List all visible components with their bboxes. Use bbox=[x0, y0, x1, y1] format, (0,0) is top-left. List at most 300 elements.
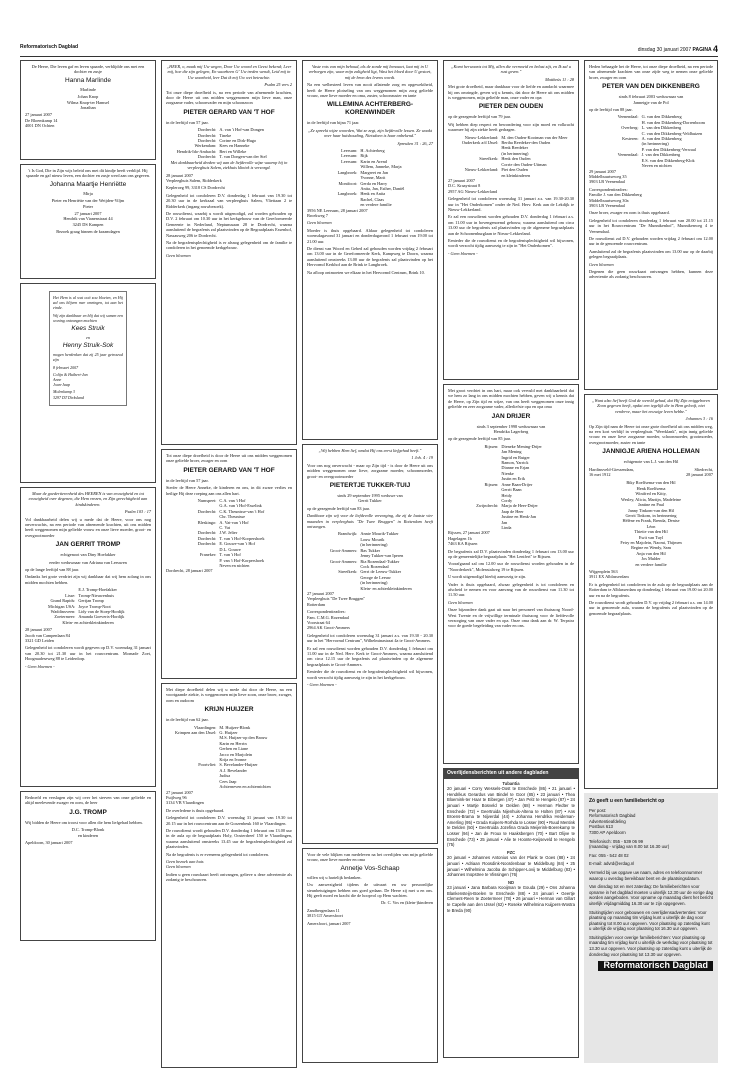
family-names: H. Achterberg bbox=[360, 148, 385, 154]
ad-name: WILLEMINA ACHTERBERG-KORENWINDER bbox=[326, 101, 414, 117]
ad-age: in de leeftijd van bijna 71 jaar. bbox=[307, 120, 360, 126]
family-place: Hendrik-Ido-Ambacht: bbox=[176, 148, 217, 154]
header-page-label: PAGINA bbox=[692, 47, 712, 53]
family-list bbox=[166, 725, 292, 790]
family-row bbox=[166, 730, 292, 762]
family-place: Rijssen: bbox=[484, 481, 499, 487]
family-names: Annie Mourik-Tukker Louw Mourik bbox=[360, 531, 399, 542]
family-row bbox=[307, 202, 433, 207]
ad-en: en bbox=[86, 335, 90, 341]
ad-no-flowers: - Geen bloemen - bbox=[307, 682, 337, 688]
ad-name-2: Henny Struik-Sok bbox=[62, 342, 114, 350]
ad-given-name: Marlinde bbox=[80, 86, 96, 92]
ad-text: Na een welbesteed leven van nooit aflatende zorg en opgewektheid, heeft de Heere plotseling van ons weggenomen mijn zorg geliefde vrouw, onze lieve moeder en oma, zuster, schoonzuster en tante bbox=[307, 82, 433, 99]
ad-no-flowers: Geen bloemen bbox=[448, 599, 473, 605]
family-names: Ingrid en Rutger Ramon, Yarrick Dianne en Erjan Nienke Justin en Erik bbox=[501, 454, 530, 482]
ad-name: JANNIGJE ARIENA HOLLEMAN bbox=[602, 448, 700, 456]
ad-text: Heden behaagde het de Heere, tot onze diepe droefheid, na een periode van afnemende krachten van onze zijde weg te nemen onze geliefde broer, zwager en oom bbox=[589, 64, 713, 80]
family-list bbox=[448, 444, 574, 531]
family-row bbox=[166, 520, 292, 531]
ad-sub: echtgenote van L.J. van den Hil bbox=[623, 459, 679, 465]
family-names: A. van den Dikkenberg (in herinnering) bbox=[641, 136, 682, 147]
rd-logo: Reformatorisch Dagblad bbox=[598, 961, 713, 971]
ad-text: Met diepe droefheid delen wij u mede dat door de Heere, na een voortgaande ziekte, is weggenomen mijn lieve zoon, onze broer, zwager, oom en oudoom bbox=[166, 687, 292, 703]
info-tel-hours: (maandag - vrijdag van 8.00 tot 16.30 uur) bbox=[589, 844, 670, 850]
family-names: Klein- en achterkleinkinderen bbox=[360, 585, 412, 591]
family-place: Grand Rapids: bbox=[50, 598, 76, 604]
birth-ad-weijden bbox=[20, 164, 156, 279]
ad-verse-2: „Ze spreekt wijze woorden, Wat ze zegt, zijn liefdevolle lessen. Ze waakt over haar huishouding, Nietsdoen is haar onbekend." bbox=[308, 127, 432, 139]
ad-date: 27 januari 2007 Hendrik van Vianenstraat 44 3245 DS Kampen bbox=[63, 211, 113, 227]
family-row bbox=[307, 531, 433, 542]
ad-age: in de leeftijd van 57 jaar. bbox=[166, 477, 209, 483]
ad-no-flowers: Geen bezoek aan huis Geen bloemen bbox=[166, 858, 204, 870]
ad-verse-ref: Mattheüs 11 : 28 bbox=[545, 76, 574, 82]
ad-date: 3956 NE Leersum, 28 januari 2007 Broekweg 7 bbox=[307, 207, 368, 218]
family-list bbox=[448, 135, 574, 178]
deaths-tubantia: 20 januari • Corry Wessels-Oost te Enschede (86) • 21 januari • Hendrikus Gerardus van Bindel te Goor (85) • 23 januari • Thea Bloemink-ter Haar te Eibergen (47) • Jan Pelz te Hengelo (87) • 24 januari • Martje Bosveld te Delden (68) • Herman Fledter te Enschede (72) • Geertruida Nijenhuis-Altena te Holten (87) • Ans Broens-Brama te Nijverdal (44) • Johanna Hendrika Heideman-Amerling (95) • Grada Kuipers-Rorhda te Losser (90) • Ruud Mentink te Delden (50) • Geertruida Jozefina Grada Meijerink-Boerekamp te Losser (94) • Jan de Froux te Haaksbergen (70) • Bart Olijve te Enschede (73) • 25 januari • Alie te Hoonte-Keijseveld te Hengelo (75) bbox=[447, 786, 575, 848]
info-per-post: Per post: bbox=[589, 807, 607, 813]
ad-age: in de leeftijd van 62 jaar. bbox=[166, 717, 209, 723]
family-names: C.K. Theunisse-van 't Hof Chr. Theunisse bbox=[219, 508, 265, 520]
family-place: Waddinxveen: bbox=[50, 608, 76, 614]
family-names: E.J. Tromp-Hoefakker bbox=[78, 587, 117, 593]
family-place: Dordrecht: bbox=[197, 541, 217, 547]
family-place: Werkendam: bbox=[194, 143, 217, 149]
ad-funeral-2: De dienst van Woord en Gebed zal gehouden worden vrijdag 2 februari om 13.00 uur in de Gereformeerde Kerk, Kampweg te Doorn, waarna aansluitend omstreeks 13.00 uur de begrafenis zal plaatsvinden op het Hervormd Kerkhof aan de Brink te Langbroek. bbox=[307, 245, 433, 268]
ad-date: 28 januari 2007 Jacob van Campenlaan 84 3321 GD Leiden bbox=[25, 627, 70, 643]
family-names: G. Huijzer M.S. Huijzer-op den Brouw Karin en Herrin Gerben en Liane Jacco en Marjolein Krija en Ivonne bbox=[219, 730, 268, 763]
family-place bbox=[166, 784, 219, 789]
family-row bbox=[589, 114, 713, 125]
family-names: G. van den Dikkenberg H. van den Dikkenberg-Dorrenboom bbox=[641, 114, 705, 125]
family-names: Lidy van de Stoep-Hordijk bbox=[78, 608, 125, 614]
ad-verse-2-ref: Spreuken 31 : 26, 27 bbox=[397, 140, 433, 146]
family-names: Rijk bbox=[360, 153, 368, 159]
ad-age: op de lange leeftijd van 88 jaar. bbox=[25, 567, 80, 573]
ad-family: Biky Roelfsema-van den Hil Henk Roelfsema Winifred en Kitty, Wesley, Alicia, Martijn, Madeleine Jantine en Paul Janny Tinkom-van den Hil Gerrit Tinkom, in herinnering Hélène en Frank, Brenda, Denise Léon Thietie van den Hil Ewit van Tuyl Feiry en Majolein, Naomi, Thijmen Regine en Wendy, Sam Anja van den Hil Jos Mulder en verdere familie bbox=[620, 480, 682, 567]
info-text: Vermeld bij uw opgave uw naam, adres en telefoonnummer waarop u overdag bereikbaar bent en de plaatsingsdatum. bbox=[589, 869, 703, 881]
family-names: Henk den Ouden Corrie den Ouden-Uitman bbox=[501, 156, 547, 167]
family-place: Lisse: bbox=[65, 592, 76, 598]
ad-date: 29 januari 2007 Middelbuurtseweg 35 3903 LB Veenendaal bbox=[589, 168, 627, 185]
family-place: Michigan USA: bbox=[48, 603, 76, 609]
family-names: Marja de Heer-Drijer Jaap de Heer Justine en Henk-Jan Jan Linda bbox=[501, 503, 538, 530]
death-ad-den-ouden bbox=[443, 60, 579, 380]
ad-signature: Dr. C. Vos en (klein-)kinderen bbox=[381, 900, 433, 906]
family-place: Streefkerk: bbox=[338, 569, 358, 575]
family-names: A. van 't Hof-van Dongen bbox=[219, 127, 264, 133]
ad-funeral-2: De rouwdienst, waarbij u wordt uitgenodigd, zal worden gehouden op D.V. 2 februari om 10.30 uur in het kerkgebouw van de Gereformeerde Gemeente in Nederland, Neptunusaan 28 te Dordrecht, waarna aansluitend de begrafenis zal plaatsvinden op de Begraafplaats Essenhof, Nassauweg 206 te Dordrecht. bbox=[166, 210, 292, 238]
ad-verse: „HEER, o, maak mij Uw wegen, Door Uw woord en Geest bekend; Leer mij, hoe die zijn gelegen, En waarheen G' Uw treden wendt, Leid mij in Uw waarheid, leer Dat ik mij Uw wet betrachte. bbox=[166, 64, 292, 80]
ad-text-2: Met dankbaarheid denken wij aan de liefdevolle wijze waarop hij in verpleeghuis Salem, ziekhuis kliniek is verzorgd. bbox=[170, 159, 288, 171]
ad-funeral: Gelegenheid tot condoleren D.V. donderdag 1 februari van 19.30 tot 20.30 uur in de kerkzaal van verpleeghuis Salem, Vliettaan 2 te Ridderkerk (ingang rouwbezoek). bbox=[166, 192, 292, 209]
family-row bbox=[307, 181, 433, 192]
family-place: Krimpen aan den IJssel: bbox=[174, 730, 217, 736]
ad-signature: D.C. Tromp-Blonk en kinderen bbox=[71, 827, 105, 838]
family-place: Bleskingo: bbox=[197, 519, 217, 525]
ad-name: Hanna Marlinde bbox=[65, 76, 111, 84]
column-1 bbox=[20, 60, 156, 945]
family-row bbox=[307, 569, 433, 580]
ad-funeral-3: Na de begrafenis is er eveneens gelegenheid tot condoleren. bbox=[166, 851, 269, 857]
ad-text: Wij zijn dankbaar en blij dat wij samen een woning ontvangen mochten bbox=[53, 312, 123, 323]
header-page-number: 4 bbox=[712, 44, 718, 54]
ad-place: Amersfoort, januari 2007 bbox=[307, 920, 351, 926]
ad-intro: De Heere, Die leven gaf en leven spaarde, verblijdde ons met een dochter en zusje bbox=[31, 64, 145, 75]
column-4 bbox=[443, 60, 579, 1062]
ad-funeral-2: Gelegenheid tot condoleren donderdag 1 februari van 20.00 tot 21.15 uur in het Rouwcentrum "De Munnikenhof", Munnikenweg 4 te Veenendaal. bbox=[589, 217, 713, 234]
ad-date: 27 januari 2007 De Bloemkamp 14 4001 DN Ochten bbox=[25, 112, 58, 129]
family-row bbox=[307, 548, 433, 559]
family-place: Dordrecht: bbox=[197, 154, 217, 160]
family-names: T. van Dongen-van der Stel bbox=[219, 154, 267, 160]
ad-age: op de gezegende leeftijd van 79 jaar. bbox=[448, 114, 511, 120]
family-row bbox=[307, 559, 433, 570]
family-names: Achterneven en achternichten bbox=[219, 784, 271, 790]
column-5 bbox=[584, 60, 718, 1063]
ad-no-flowers: Geen bloemen bbox=[589, 261, 614, 267]
ad-name: PIETER GERARD VAN 'T HOF bbox=[183, 108, 275, 116]
ad-text-2: Ondanks het grote verdriet zijn wij dankbaar dat wij hem zolang in ons midden mochten hebben. bbox=[25, 574, 151, 585]
family-list bbox=[25, 587, 151, 619]
family-names: Dieneke Mening-Drijer Jan Mening bbox=[501, 443, 542, 455]
family-names: Ria Rozendaal-Tukker Cock Rozendaal bbox=[360, 558, 400, 569]
ad-funeral: Moeder is thuis opgebaard. Aldaar gelegenheid tot condoleren woensdagavond 31 januari en donderdagavond 1 februari van 19.00 tot 21.00 uur. bbox=[307, 227, 433, 244]
family-row bbox=[589, 152, 713, 168]
family-place: Poortvliet: bbox=[198, 762, 217, 768]
ad-funeral-3: Na afloop ontmoeten we elkaar in het Hervormd Centrum, Brink 10. bbox=[307, 269, 425, 275]
family-names: en verdere familie bbox=[360, 202, 392, 208]
family-names: T. van 't Hof-Korpershoek bbox=[219, 535, 265, 541]
ad-name: PIETER DEN OUDEN bbox=[478, 103, 544, 111]
ad-death: Sliedrecht, 28 januari 2007 bbox=[686, 466, 713, 478]
death-ad-tromp bbox=[20, 487, 156, 787]
family-place: Nieuw-Lekkerland: bbox=[464, 167, 499, 173]
how-to-submit-box bbox=[584, 793, 718, 1063]
death-ad-drijer bbox=[443, 384, 579, 764]
thanks-ad-vos bbox=[302, 848, 438, 1063]
ad-funeral-4: Aansluitend zal de begrafenis plaatsvinden om 13.00 uur op de daarbij gelegen begraafplaats. bbox=[589, 248, 713, 260]
death-ad-van-t-hof-family bbox=[161, 449, 297, 679]
family-names: Tromp-Nieuwenhuis bbox=[78, 592, 115, 598]
family-place: Zoetermeer: bbox=[54, 614, 76, 620]
family-names: Gerda en Harry Anita, Jan, Esther, Daniël bbox=[360, 180, 405, 191]
family-list bbox=[307, 531, 433, 590]
ad-funeral: Onze broer, zwager en oom is thuis opgebaard. bbox=[589, 210, 670, 216]
family-names: Neven en nichten bbox=[219, 562, 250, 568]
ad-no-flowers: Geen bloemen bbox=[166, 252, 191, 258]
ad-date: 8 februari 2007 bbox=[53, 364, 79, 370]
newspaper-name: Reformatorisch Dagblad bbox=[20, 44, 79, 50]
ad-funeral-4: Indien u geen rouwkaart heeft ontvangen, gelieve u deze advertentie als zodanig te beschouwen. bbox=[166, 871, 292, 883]
ad-funeral-3: Na de begrafenisplechtigheid is er alsnog gelegenheid om de familie te condoleren in het genoemde kerkgebouw. bbox=[166, 239, 292, 251]
family-names: S. Bevelander-Huijzer A.J. Bevelander Judisa Cees Jaap bbox=[219, 762, 258, 784]
ad-spouse: echtgenoot van Diny Hoefakker bbox=[60, 552, 116, 558]
ad-places bbox=[589, 467, 713, 478]
info-text-2: Van dinsdag tot en met zaterdag: De familieberichten voor opname in het dagblad moeten u uiterlijk 12.30 uur de vorige dag worden aangeboden. Voor opname op maandag dient het bericht uiterlijk vrijdagmiddag 16.30 uur te zijn opgegeven. bbox=[589, 884, 713, 906]
family-names: en kleinkinderen bbox=[501, 172, 531, 178]
family-row bbox=[25, 614, 151, 619]
family-names: Bas Tukker Jenny Tukker-van Iperen bbox=[360, 547, 404, 559]
ad-funeral-2: Er zal een rouwdienst worden gehouden D.V. donderdag 1 februari a.s. om 11.00 uur in bovengenoemd gebouw, waarna aansluitend om circa 13.00 uur de begrafenis zal plaatsvinden op de algemene begraafplaats aan de Schoonenburglaan te Nieuw-Lekkerland. bbox=[448, 214, 574, 236]
family-list bbox=[589, 114, 713, 168]
ad-klein: Klein- en achterkleinkinderen bbox=[62, 619, 114, 625]
family-place: Dordrecht: bbox=[197, 508, 217, 514]
family-place: Dordrecht: bbox=[197, 138, 217, 144]
family-place: Nieuw-Lekkerland: bbox=[464, 134, 499, 140]
family-names: Piet den Ouden bbox=[501, 167, 528, 173]
ad-date: 27 januari 2007 D.C. Kraaystraat 8 2957 AG Nieuw-Lekkerland bbox=[448, 177, 498, 194]
ad-date: Rijssen, 27 januari 2007 Hagelagen 1b 7463 KA Rijssen bbox=[448, 530, 490, 547]
ad-date: Dordrecht, 28 januari 2007 bbox=[166, 568, 213, 574]
ad-funeral-5: Degenen die geen rouwkaart ontvangen hebben, kunnen deze advertentie als zodanig beschouwen. bbox=[589, 269, 713, 280]
ad-verse: Vaste rots van mijn behoud, als de zonde mij benauwt, laat mij in U verborgen zijn, waar mijn zaligheid ligt, Wast het bloed door U gestort, mij de bron des levens wordt. bbox=[308, 64, 432, 80]
family-place: Dordrecht: bbox=[197, 530, 217, 536]
info-text-3: Stuitingtijden voor gebouwen en overlijdensadvertenties: Voor plaatsing op maandag tim vrijdag kunt u uiterlijk de dag voor plaatsing tot 8.00 uur opgeven. Voor plaatsing op zaterdag kunt u uiterlijk de vrijdag voor plaatsing tot 16.30 uur opgeven. bbox=[589, 909, 710, 932]
ad-address: Zandbergenlaan 11 3815 GT Amersfoort bbox=[307, 907, 343, 919]
family-names: Gerri de Leeuw-Tukker George de Leeuw bbox=[360, 569, 402, 580]
ad-verse: „Komt herwaarts tot Mij, allen die vermoeid en belast zijt, en Ik zal u rust geven." bbox=[451, 64, 571, 75]
ad-name: PIETERTJE TUKKER-TUIJ bbox=[329, 482, 411, 490]
ad-text: Met groot verdriet in ons hart, maar ook vervuld met dankbaarheid dat we hem zo lang in ons midden mochten hebben, geven wij u kennis dat de Heere, op Zijn tijd en wijze, van ons heeft weggenomen onze innig geliefde en zeer zorgzame vader, allerliefste opa en opa oma bbox=[448, 388, 574, 410]
ad-address: Correspondentieadres: Fam. C.M.G. Rozendaal Voorstraat 64 2964 AK Groot-Ammers bbox=[307, 609, 350, 631]
family-row bbox=[448, 140, 574, 156]
section-nd: ND bbox=[507, 879, 515, 885]
deaths-pzc: 20 januari • Johannes Antonius van der Plank te Goes (88) • 24 januari • Adriaan Roosdink-Noordenbaar te Middelburg (84) • 25 januari • Wilhelmina Jacoba de Schipper-Lovij te Middelburg (83) • Johannes Inopstree te Vlissingen (76) bbox=[447, 855, 575, 878]
family-list bbox=[307, 148, 433, 207]
ad-name: JAN DRIJER bbox=[491, 412, 531, 420]
ad-address: Wijgenplein 563 3911 EX Alblasserdam bbox=[589, 568, 629, 580]
other-papers-title: Overlijdensberichten uit andere dagbladen bbox=[444, 769, 578, 779]
ad-age: op de leeftijd van 88 jaar. bbox=[589, 107, 633, 113]
family-names: (in herinnering) bbox=[360, 580, 388, 586]
ad-no-flowers: Geen bloemen bbox=[307, 220, 332, 226]
family-row bbox=[166, 784, 292, 789]
ad-name: J.G. TROMP bbox=[69, 808, 107, 816]
family-list bbox=[166, 127, 292, 159]
ad-date: Apeldoorn, 30 januari 2007 bbox=[25, 840, 73, 846]
ad-text: Voor ons nog onverwacht - maar op Zijn tijd - is door de Heere uit ons midden weggenomen onze lieve, zorgzame moeder, schoonmoeder, groot- en overgrootmoeder bbox=[307, 462, 433, 479]
ad-text-2: Sterfer de Heere Anneke, de kinderen en ons, in dit zware verlies en heilige Hij deze roeping aan ons allen hart. bbox=[166, 485, 292, 496]
family-names: Tineke bbox=[219, 132, 232, 138]
section-pzc: PZC bbox=[506, 849, 516, 855]
family-row bbox=[166, 498, 292, 509]
family-row bbox=[589, 136, 713, 147]
info-email: E-mail: advrd@erdag.nl bbox=[589, 861, 635, 867]
family-row bbox=[307, 170, 433, 181]
family-row bbox=[448, 455, 574, 482]
ad-funeral: De begrafenis zal D.V. plaatsvinden donderdag 1 februari om 13.00 uur op de gemeentelijke begraafplaats "Het Lentfert" te Rijssen. bbox=[448, 548, 574, 559]
ad-text-3: Uw aanwezigheid tijdens de uitvaart en uw persoonlijke steunbetuigingen hebben ons goed gedaan. De Heere zij met u en ons. Hij geeft moed en kracht die de hoopvol op Hem wachten. bbox=[307, 882, 433, 899]
family-list bbox=[166, 498, 292, 568]
info-address: Reformatorisch Dagblad Advertentieafdeling Postbus 613 7300 AP Apeldoorn bbox=[589, 813, 636, 835]
ad-verse: Het Hem is al wat ooit zou bloeien, en Hij zal ons blijven mee omringen, tot aan het einde. bbox=[53, 295, 123, 311]
family-names: L. van den Dikkenberg C. van den Dikkenberg-Veldhuizen bbox=[641, 125, 703, 136]
family-row bbox=[589, 125, 713, 136]
info-text-4: Stuitingtijden voor overige familieberichten: Voor plaatsing op maandag tim vrijdag kunt u uiterlijk de werkdag voor plaatsing tot 13.30 uur opgeven. Voor plaatsing op zaterdag kunt u uiterlijk de donderdag voor plaatsing tot 13.30 uur opgeven. bbox=[589, 934, 713, 957]
family-place: Zwijndrecht: bbox=[476, 503, 499, 509]
ad-name: Annetje Vos-Schaap bbox=[340, 864, 400, 872]
family-place: Dordrecht: bbox=[197, 132, 217, 138]
family-names: Bertha Reedeker-den Ouden Henk Reedeker (in herinnering) bbox=[501, 140, 551, 156]
anniversary-ad-struik bbox=[20, 283, 156, 483]
ad-date: 27 januari 2007 Verpleeghuis "De Twee Bruggen" Rotterdam bbox=[307, 590, 366, 607]
ad-funeral-2: Er zal een rouwdienst worden gehouden D.V. donderdag 1 februari om 11.00 uur in de Ned. Herv. Kerk te Groot-Ammers, waarna aansluitend om circa 12.15 uur de begrafenis zal plaatsvinden op de algemene begraafplaats te Groot-Ammers. bbox=[307, 645, 433, 667]
ad-name: Johanna Maartje Henriëtte bbox=[49, 180, 127, 188]
ad-verse: „Wij hebben Hem lief, omdat Hij ons eerst liefgehad heeft." bbox=[318, 448, 422, 453]
family-names: A. Vat-van 't Hof C. Vat bbox=[219, 519, 249, 531]
ad-funeral-5: Onze bijzondere dank gaat uit naar het personeel van thuiszorg Noord-West Twente en de vrijwillige terminale thuiszorg voor de liefdevolle verzorging van onze vader en opa. Onze oma dank aan dr. W. Terpstra voor de goede begeleiding van vader en ons. bbox=[448, 607, 574, 629]
ad-funeral-3: U wordt uitgenodigd hierbij aanwezig te zijn. bbox=[448, 574, 527, 580]
page-info bbox=[638, 44, 718, 54]
ad-text: Tot onze diepe droefheid is door de Heere uit ons midden weggenomen onze geliefde broer, zwager en oom bbox=[166, 453, 292, 464]
ad-verse-ref: Psalm 103 : 17 bbox=[124, 509, 151, 515]
family-names: Anne Baan-Drijer Gerrit Baan Heidy Cordy bbox=[501, 481, 533, 503]
ad-parents: Johan Knop Wilma Knop-ter Hamsel Jonathan bbox=[66, 94, 110, 111]
family-names: M. den Ouden-Kooiman van der Meer bbox=[501, 134, 568, 140]
ad-age: in de leeftijd van 57 jaar. bbox=[166, 119, 209, 125]
death-ad-van-t-hof bbox=[161, 60, 297, 445]
ad-name: PIETER GERARD VAN 'T HOF bbox=[183, 466, 275, 474]
ad-funeral-4: Vader is thuis opgebaard, alwaar gelegenheid is tot condoleren en afscheid te nemen en voor aanvang van de rouwdienst van 11.30 tot 11.50 uur. bbox=[448, 581, 574, 598]
ad-verse: Maar de goedertierenheid des HEEREN is van eeuwigheid en tot eeuwigheid over degenen, die Hem vrezen, en Zijn gerechtigheid aan kindskinderen. bbox=[28, 491, 148, 507]
condolence-ad-tromp bbox=[20, 791, 156, 941]
ad-text-2: Wij bidden de Heere om troost voor allen die hem liefgehad hebben. bbox=[25, 819, 143, 825]
family-place: Numspeet: bbox=[197, 498, 217, 504]
ad-birth: Hardinxveld-Giessendam, 16 mei 1912 bbox=[589, 466, 634, 478]
info-tel: Telefonisch: 055 - 539 06 99 bbox=[589, 838, 643, 844]
ad-text-2: willen wij u hartelijk bedanken. bbox=[307, 874, 362, 880]
ad-parents: Pieter en Henriëtte van der Weijden-Viljm Pieter bbox=[51, 198, 125, 209]
ad-text-2: De overledene is thuis opgebaard. bbox=[166, 807, 225, 813]
family-place: Veenendaal: bbox=[617, 152, 639, 158]
family-place: Leersum: bbox=[341, 158, 358, 164]
ad-text: Voor de vele blijken van medeleven na het overlijden van mijn geliefde vrouw, onze lieve moeder en oma bbox=[307, 852, 433, 863]
family-place: Rijssen: bbox=[484, 443, 499, 449]
ad-verse-ref: Johannes 3 : 16 bbox=[685, 416, 713, 422]
ad-intro: 't Is God, Die in Zijn wijs beleid ons met dit kindje heeft verblijd. Hij spaarde en gaf nieuw leven, een dochter en zusje werd aan ons gegeven. bbox=[25, 168, 151, 179]
family-row bbox=[448, 482, 574, 504]
family-names: M. Huijzer-Blonk bbox=[219, 724, 251, 730]
ad-funeral: Gelegenheid tot condoleren woensdag 31 januari a.s. van 19.30-20.30 uur in "Het Onderkomen" onder de Ned. Herv. Kerk aan de Lekdijk te Nieuw-Lekkerland. bbox=[448, 196, 574, 212]
family-row bbox=[166, 552, 292, 563]
family-place: Langbroek: bbox=[337, 169, 358, 175]
family-names: Amanda Goeverts-Hordijk bbox=[78, 614, 125, 620]
death-ad-dikkenberg bbox=[584, 60, 718, 390]
family-names: E. Gouwe-van 't Hof D.L. Gouwe bbox=[219, 541, 256, 552]
family-names: Bert en Willeke bbox=[219, 148, 247, 154]
ad-verse-ref: 1 Joh. 4 : 19 bbox=[411, 455, 433, 461]
family-names: J.W. Jelier bbox=[219, 530, 238, 536]
family-place: Groot-Ammers: bbox=[329, 558, 358, 564]
ad-given-name: Mirja bbox=[83, 190, 93, 196]
ad-name: PETER VAN DEN DIKKENBERG bbox=[602, 83, 700, 91]
family-place: Vlaardingen: bbox=[193, 724, 217, 730]
other-papers-box bbox=[443, 768, 579, 1058]
family-names: Karin en Arend Willem, Janneke, Marja bbox=[360, 158, 402, 170]
family-place: Brandwijk: bbox=[338, 531, 358, 537]
section-tubantia: Tubantia bbox=[502, 780, 520, 786]
family-place: Veenendaal: bbox=[617, 114, 639, 120]
ad-funeral: Gelegenheid tot condoleren woensdag 31 januari a.s. van 19.30 - 20.30 uur in het "Hervormd Centrum", Wilhelminastraat 4a te Groot-Ammers. bbox=[307, 632, 433, 644]
family-place: Montfoort: bbox=[338, 180, 358, 186]
family-place: Kesteren: bbox=[622, 136, 639, 142]
family-names: Margreet en Jan Yvonne, Marit bbox=[360, 169, 388, 181]
header-date: dinsdag 30 januari 2007 bbox=[637, 47, 692, 53]
family-names: J. van den Dikkenberg E.S. van den Dikkenberg-Klok Neven en nichten bbox=[641, 152, 695, 169]
ad-address: Correspondentieadres: Familie J. van den Dikkenberg Middelbuurtseweg 30a 3903 LB Veenendaal bbox=[589, 186, 642, 208]
death-ad-achterberg bbox=[302, 60, 438, 440]
family-place: Franeker: bbox=[199, 552, 217, 558]
ad-funeral-3: Eenieder die de rouwdienst en de begrafenisplechtigheid wil bijwonen, wordt verzocht tijdig aanwezig te zijn in het kerkgebouw. bbox=[307, 669, 433, 680]
ad-name-1: Kees Struik bbox=[71, 325, 105, 333]
family-row bbox=[166, 509, 292, 520]
family-place: Leersum: bbox=[341, 153, 358, 159]
family-place: Leersum: bbox=[341, 148, 358, 154]
ad-sub: eerder weduwnaar van Adriana van Leeuwen bbox=[49, 559, 127, 565]
family-names: P. van den Dikkenberg-Verwaal bbox=[641, 146, 696, 152]
ad-text: Tot onze diepe droefheid is, na een periode van afnemende krachten, door de Heere uit ons midden weggenomen mijn lieve man, onze zorgzame vader, schoonvader en mijn schoonzoon bbox=[166, 89, 292, 106]
family-names: T. van 't Hof P. van 't Hof-Korpershoek bbox=[219, 552, 265, 563]
ad-note: Bezoek graag binnen de kraamdagen bbox=[56, 229, 120, 235]
ad-date: 27 januari 2007 Fuijlweg 96 3134 VB Vlaardingen bbox=[166, 789, 204, 806]
ad-text: Bedroefd en verslagen zijn wij over het sterven van onze geliefde en altijd meelevende zwager en oom, de heer bbox=[25, 795, 151, 806]
anniversary-frame bbox=[49, 291, 127, 406]
family-row bbox=[166, 541, 292, 552]
family-names: Gertjan Tromp bbox=[78, 598, 104, 604]
family-place: Overberg: bbox=[621, 125, 639, 131]
ad-text: Met grote droefheid, maar dankbaar voor de liefde en aandacht waarmee hij ons omringde, geven wij u kennis, dat door de Heere uit ons midden is weggenomen, mijn geliefde man, onze vader en opa bbox=[448, 84, 574, 101]
ad-no-flowers: - Geen bloemen - bbox=[448, 250, 478, 256]
ad-address: Molenkamp 3 3297 DT Dirksland bbox=[53, 389, 85, 400]
info-fax: Fax: 055 - 542 48 02 bbox=[589, 852, 629, 858]
ad-text-2: Wij hebben diep respect en bewondering voor zijn moed en volkracht waarmee hij zijn ziekte heeft gedragen. bbox=[448, 121, 574, 133]
ad-funeral: Er is gelegenheid tot condoleren in de aula op de begraafplaats aan de Rotterdam te Alblasserdam op donderdag 1 februari van 19.00 tot 20.00 uur en na de begrafenis. bbox=[589, 581, 713, 598]
family-row bbox=[307, 159, 433, 170]
ad-no-flowers: - Geen bloemen - bbox=[25, 663, 55, 669]
ad-text: Op Zijn tijd nam de Heere tot onze grote droefheid uit ons midden weg, na een kort verblijf in verpleeghuis "Weerklank", mijn innig geliefde vrouw en onze lieve zorgzame moeder, schoonmoeder, grootmoeder, overgrootmoeder, zuster en tante bbox=[589, 423, 713, 445]
family-row bbox=[307, 191, 433, 202]
ad-funeral-2: De rouwdienst wordt gehouden D.V. donderdag 1 februari om 13.00 uur in de aula op de begraafplaats Holy, Oosterdreef 150 te Vlaardingen, waarna aansluitend omstreeks 13.45 uur de begrafenisplechtigheid zal plaatsvinden. bbox=[166, 827, 292, 850]
ad-date: 28 januari 2007 Verpleeghuis Salem, Ridderkerk bbox=[166, 172, 222, 183]
family-place: Dordrecht: bbox=[197, 535, 217, 541]
ad-verse: „Want alzo lief heeft God de wereld gehad, dat Hij Zijn eniggeboren Zoon gegeven heeft, opdat een iegelijk die in Hem gelooft, niet verderve, maar het eeuwige leven hebbe." bbox=[592, 398, 710, 414]
ad-text: Vol dankbaarheid delen wij u mede dat de Heere, voor ons nog onverwachts, na een periode van afnemende krachten, uit ons midden heeft weggenomen mijn geliefde vrouw en onze lieve moeder, groot- en overgrootmoeder bbox=[25, 516, 151, 538]
family-place: Groot-Ammers: bbox=[329, 547, 358, 553]
ad-age: op de gezegende leeftijd van 85 jaar. bbox=[448, 436, 511, 442]
ad-funeral-3: Eenieder die de rouwdienst en de begrafenisplechtigheid wil bijwonen, wordt verzocht tijdig aanwezig te zijn in "Het Onderkomen". bbox=[448, 237, 574, 249]
column-2 bbox=[161, 60, 297, 1072]
ad-funeral-2: De rouwdienst wordt gehouden D.V. op vrijdag 2 februari a.s. om 14.00 uur in genoemde aula, waarna de begrafenis zal plaatsvinden op de genoemde begraafplaats. bbox=[589, 600, 713, 616]
ad-name: JAN GERRIT TROMP bbox=[55, 541, 121, 549]
ad-name: KRIJN HUIJZER bbox=[204, 706, 254, 714]
ad-sub: sinds 29 september 1995 weduwe van Gerrit Tukker bbox=[337, 493, 403, 504]
family-row bbox=[448, 444, 574, 455]
deaths-nd: 23 januari • Jana Barbara Kooijman te Gouda (29) • Ons Johanna Blankensteijn-Boelen te Enschede (88) • 24 januari • Geertje Clement-Reen te Zoetermeer (78) • 26 januari • Herman van Gillart te Capelle aan den IJssel (62) • Roseke Wilhelmina Kuijpers-Wostra te Breda (90) bbox=[447, 885, 575, 913]
family-names: Henk en Anita Rachel, Claas bbox=[360, 191, 386, 202]
ad-funeral: Gelegenheid tot condoleren D.V. woensdag 31 januari van 19.30 tot 20.15 uur in het rouwcentrum aan de Gorzenbeuk 160 te Vlaardingen. bbox=[166, 815, 292, 826]
ad-address: Kepleroeg 99, 3318 CS Dordrecht bbox=[166, 185, 225, 191]
ad-sub: sinds 3 september 1998 weduwnaar van Hendrika Lagerberg bbox=[476, 423, 546, 435]
death-ad-tukker bbox=[302, 444, 438, 844]
family-row bbox=[166, 154, 292, 159]
family-names: Kees en Hanneke bbox=[219, 143, 250, 149]
ad-married: mogen herdenken dat zij 25 jaar getrouwd zijn bbox=[53, 352, 123, 363]
ad-sub: sinds 8 februari 2003 weduwnaar van Janneigje van de Pol bbox=[618, 94, 684, 105]
family-place bbox=[448, 455, 501, 482]
ad-verse-ref: Psalm 25 vers 2 bbox=[264, 82, 292, 88]
